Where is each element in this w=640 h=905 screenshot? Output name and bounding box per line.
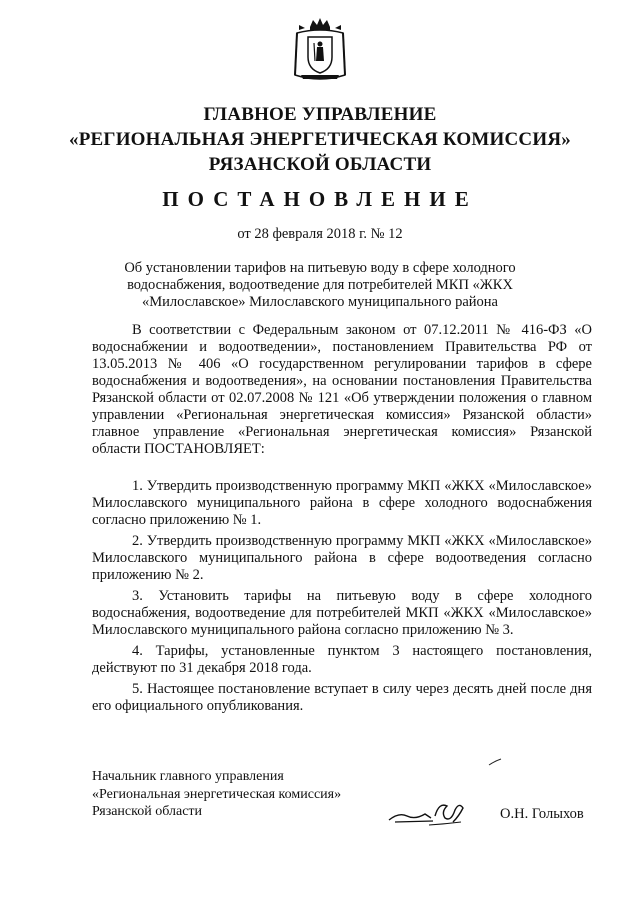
authority-name-line-3: РЯЗАНСКОЙ ОБЛАСТИ — [208, 154, 432, 175]
resolution-item-1: 1. Утвердить производственную программу МКП «ЖКХ «Милославское» Милославского муниципального района в сфере холодного водоснабжения согласно приложению № 1. — [92, 478, 592, 528]
resolution-item-5: 5. Настоящее постановление вступает в силу через десять дней после дня его официального опубликования. — [92, 681, 592, 714]
signatory-name: О.Н. Голыхов — [500, 806, 584, 822]
resolution-items — [92, 478, 592, 719]
resolution-item-2: 2. Утвердить производственную программу МКП «ЖКХ «Милославское» Милославского муниципального района в сфере водоотведения согласно приложению № 2. — [92, 533, 592, 583]
preamble-paragraph: В соответствии с Федеральным законом от 07.12.2011 № 416-ФЗ «О водоснабжении и водоотведении», постановлением Правительства РФ от 13.05.2013 № 406 «О государственном регулировании тарифов в сфере водоснабжения и водоотведения», на основании постановления Правительства Рязанской области от 02.07.2008 № 121 «Об утверждении положения о главном управлении «Региональная энергетическая комиссия» Рязанской области» главное управление «Региональная энергетическая комиссия» Рязанской области ПОСТАНОВЛЯЕТ: — [92, 322, 592, 457]
signatory-position-line-1: Начальник главного управления — [92, 769, 284, 784]
signatory-position-line-3: Рязанской области — [92, 804, 203, 819]
resolution-item-3: 3. Установить тарифы на питьевую воду в сфере холодного водоснабжения, водоотведение для потребителей МКП «ЖКХ «Милославское» Милославского муниципального района согласно приложению № 3. — [92, 588, 592, 638]
handwritten-signature-icon — [385, 792, 475, 832]
document-date-number: от 28 февраля 2018 г. № 12 — [237, 226, 403, 242]
resolution-item-4: 4. Тарифы, установленные пунктом 3 настоящего постановления, действуют по 31 декабря 2018 года. — [92, 643, 592, 676]
document-subject: Об установлении тарифов на питьевую воду в сфере холодного водоснабжения, водоотведение для потребителей МКП «ЖКХ «Милославское» Милославского муниципального района — [124, 260, 516, 310]
authority-name-line-2: «РЕГИОНАЛЬНАЯ ЭНЕРГЕТИЧЕСКАЯ КОМИССИЯ» — [69, 129, 571, 150]
pen-mark-icon — [488, 758, 502, 766]
signatory-position-line-2: «Региональная энергетическая комиссия» — [92, 786, 342, 802]
signatory-position — [92, 768, 341, 821]
coat-of-arms-icon — [293, 17, 347, 83]
authority-name-line-1: ГЛАВНОЕ УПРАВЛЕНИЕ — [203, 104, 437, 125]
document-type-title: ПОСТАНОВЛЕНИЕ — [162, 187, 478, 211]
